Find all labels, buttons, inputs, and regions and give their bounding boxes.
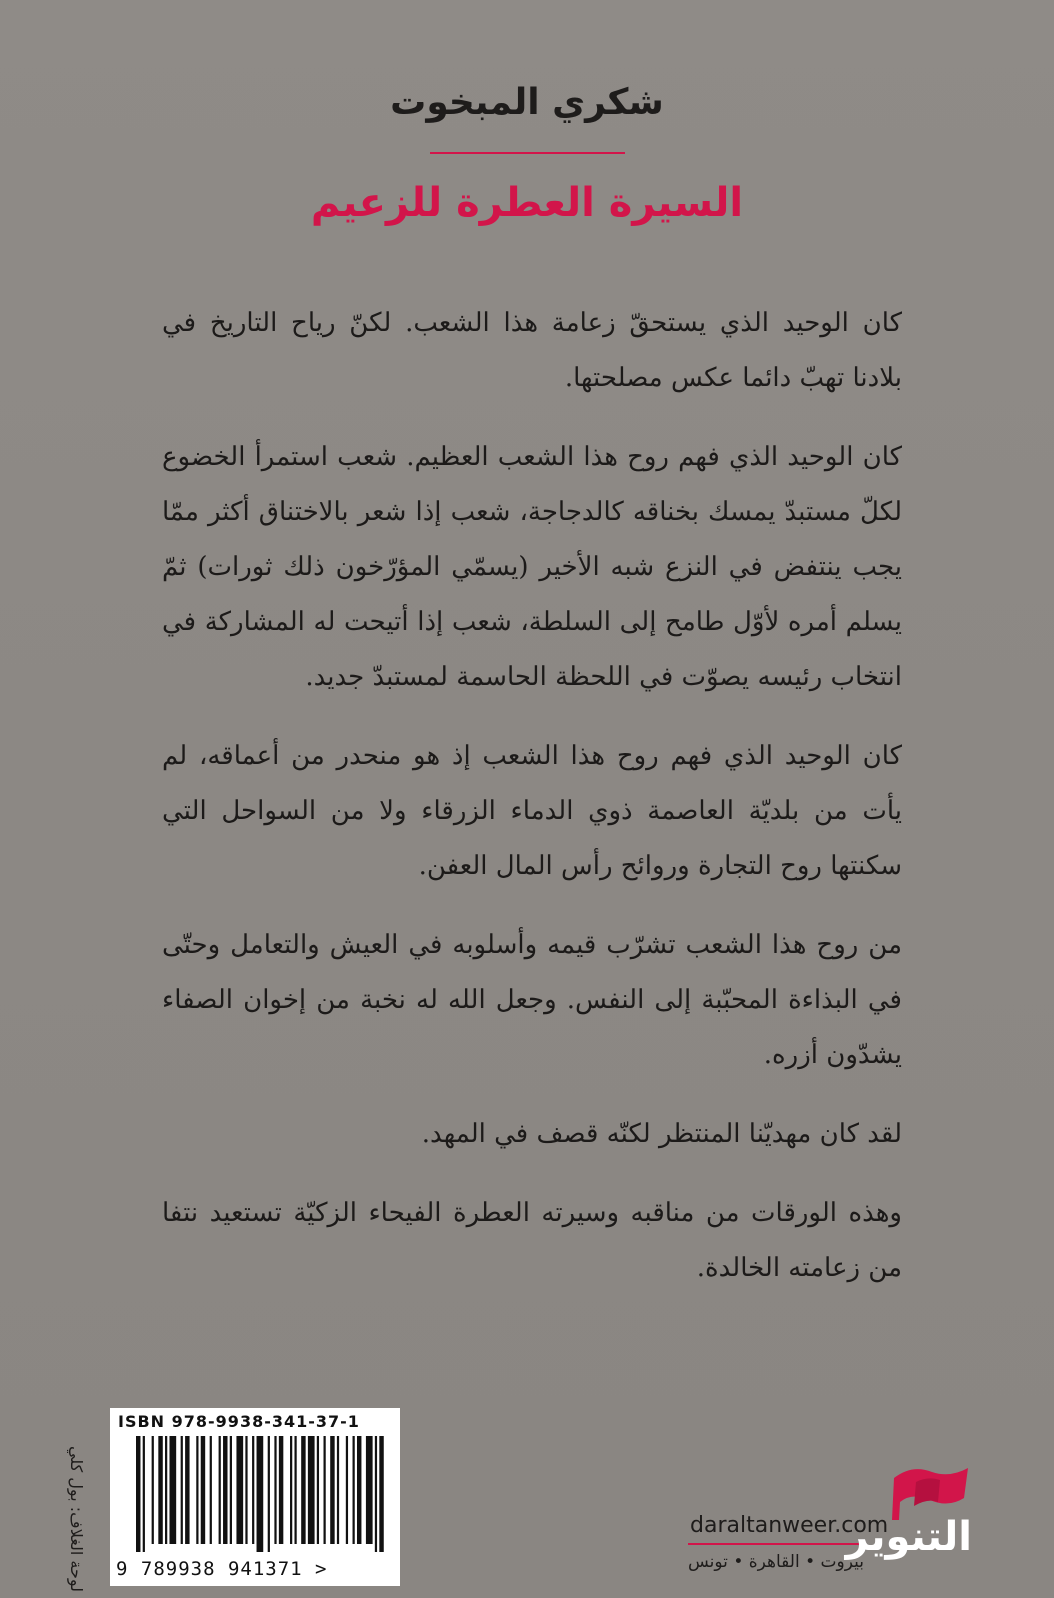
barcode-bar (375, 1436, 377, 1552)
blurb-paragraph: لقد كان مهديّنا المنتظر لكنّه قصف في المهد. (421, 1119, 902, 1149)
barcode-bar (245, 1436, 247, 1544)
isbn-label: ISBN 978-9938-341-37-1 (118, 1412, 360, 1431)
author-name: شكري المبخوت (390, 82, 664, 123)
barcode-bar (279, 1436, 283, 1544)
barcode-bar (357, 1436, 361, 1544)
isbn-barcode (110, 1408, 400, 1586)
book-title: السيرة العطرة للزعيم (310, 180, 744, 226)
blurb-paragraph: وهذه الورقات من مناقبه وسيرته العطرة الفيحاء الزكيّة تستعيد نتفا من زعامته الخالدة. (162, 1198, 902, 1283)
blurb-text (162, 296, 902, 1320)
barcode-bar (181, 1436, 183, 1544)
tanweer-flag-logo (845, 1458, 972, 1578)
barcode-bar (152, 1436, 154, 1544)
barcode-bar (236, 1436, 243, 1544)
cover-art-credit-text: لوحة الغلاف: بول كلي (67, 1445, 86, 1592)
barcode-bar (230, 1436, 232, 1544)
barcode-bar (169, 1436, 176, 1544)
barcode-bar (201, 1436, 205, 1544)
barcode-bar (219, 1436, 221, 1544)
barcode-bar (366, 1436, 373, 1544)
barcode-bar (158, 1436, 162, 1544)
blurb-paragraph: من روح هذا الشعب تشرّب قيمه وأسلوبه في العيش والتعامل وحتّى في البذاءة المحبّبة إلى النفس. وجعل الله له نخبة من إخوان الصفاء يشدّون أزره. (162, 930, 902, 1070)
barcode-bar (337, 1436, 339, 1544)
publisher-website: daraltanweer.com (690, 1513, 889, 1538)
barcode-bar (257, 1436, 264, 1552)
publisher-logo-text: التنوير (845, 1514, 972, 1560)
barcode-bar (294, 1436, 296, 1544)
blurb-paragraph: كان الوحيد الذي يستحقّ زعامة هذا الشعب. لكنّ رياح التاريخ في بلادنا تهبّ دائما عكس مصلحتها. (162, 308, 903, 393)
barcode-bar (290, 1436, 292, 1544)
barcode-bar (330, 1436, 334, 1544)
barcode-icon (136, 1436, 386, 1552)
barcode-bar (165, 1436, 167, 1544)
barcode-bar (252, 1436, 254, 1544)
blurb-paragraph: كان الوحيد الذي فهم روح هذا الشعب إذ هو منحدر من أعماقه، لم يأت من بلديّة العاصمة ذوي الدماء الزرقاء ولا من السواحل التي سكنتها روح التجارة وروائح رأس المال العفن. (162, 741, 902, 881)
website-underline (688, 1543, 864, 1545)
barcode-bar (136, 1436, 140, 1552)
publisher-cities: بيروت • القاهرة • تونس (688, 1552, 864, 1572)
barcode-bar (268, 1436, 270, 1552)
barcode-bar (379, 1436, 383, 1552)
barcode-bar (210, 1436, 212, 1544)
barcode-bar (324, 1436, 326, 1544)
barcode-bar (353, 1436, 355, 1544)
barcode-bar (185, 1436, 189, 1544)
barcode-bar (346, 1436, 348, 1544)
barcode-bar (301, 1436, 305, 1544)
barcode-bar (317, 1436, 319, 1544)
title-divider (430, 152, 625, 154)
barcode-bar (308, 1436, 315, 1544)
barcode-number: 9 789938 941371 > (116, 1558, 328, 1580)
barcode-bar (196, 1436, 198, 1544)
barcode-bar (143, 1436, 145, 1552)
barcode-bar (223, 1436, 227, 1544)
barcode-bar (274, 1436, 276, 1544)
cover-art-credit (62, 1362, 90, 1592)
blurb-paragraph: كان الوحيد الذي فهم روح هذا الشعب العظيم. شعب استمرأ الخضوع لكلّ مستبدّ يمسك بخناقه كالدجاجة، شعب إذا شعر بالاختناق أكثر ممّا يجب ينتفض في النزع شبه الأخير (يسمّي المؤرّخون ذلك ثورات) ثمّ يسلم أمره لأوّل طامح إلى السلطة، شعب إذا أتيحت له المشاركة في انتخاب رئيسه يصوّت في اللحظة الحاسمة لمستبدّ جديد. (162, 442, 902, 692)
